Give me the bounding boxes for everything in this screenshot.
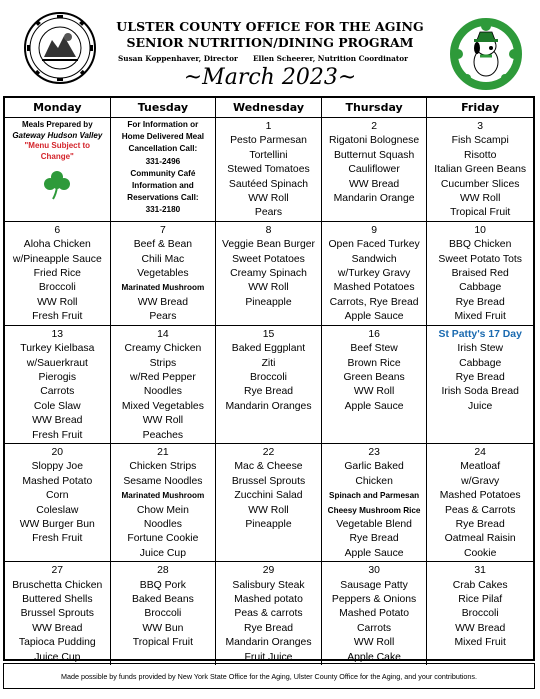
menu-item: Creamy Chicken — [124, 343, 202, 355]
menu-item: Peaches — [142, 429, 184, 441]
menu-item: Mandarin Oranges — [225, 637, 312, 649]
menu-item: Brown Rice — [347, 357, 401, 369]
menu-item: Meatloaf — [460, 461, 501, 473]
day-number: 27 — [51, 565, 64, 577]
menu-item: WW Roll — [459, 193, 501, 205]
menu-item: Pesto Parmesan — [230, 135, 307, 147]
menu-item: WW Roll — [353, 386, 395, 398]
menu-item: Peas & Carrots — [444, 504, 516, 516]
day-cell — [427, 326, 533, 444]
menu-item: Rice Pilaf — [458, 594, 503, 605]
contact-info-cell — [111, 118, 217, 222]
menu-item: Zucchini Salad — [234, 490, 303, 502]
day-number: 15 — [262, 328, 275, 340]
menu-item: Marinated Mushroom — [121, 491, 205, 501]
menu-item: Chicken — [355, 475, 393, 487]
menu-item: Mashed Potatoes — [439, 490, 521, 502]
menu-item: Apple Sauce — [344, 547, 404, 559]
menu-item: Pineapple — [245, 296, 292, 308]
menu-item: Vegetables — [137, 268, 189, 280]
day-cell — [216, 222, 322, 326]
day-number: 23 — [368, 446, 380, 458]
day-cell — [216, 562, 322, 665]
menu-item: WW Bread — [137, 296, 188, 308]
day-cell — [111, 444, 217, 562]
menu-item: Irish Stew — [457, 343, 503, 355]
menu-item: WW Bun — [142, 622, 184, 634]
menu-item: BBQ Chicken — [449, 239, 512, 251]
day-number: 29 — [262, 565, 275, 577]
day-cell — [5, 562, 111, 665]
menu-item: Rye Bread — [243, 386, 294, 398]
menu-item: Rye Bread — [455, 296, 505, 308]
day-number: 8 — [265, 224, 272, 236]
menu-item: Garlic Baked — [344, 461, 404, 473]
menu-item: w/Gravy — [461, 475, 500, 487]
day-number: 24 — [474, 446, 486, 458]
menu-item: Mixed Fruit — [454, 637, 506, 649]
day-number: 9 — [371, 224, 377, 236]
day-cell — [427, 444, 533, 562]
phone-number: 331-2496 — [145, 156, 181, 166]
day-cell — [427, 118, 533, 222]
menu-item: Noodles — [143, 386, 182, 398]
menu-item: Chicken Strips — [129, 461, 197, 473]
menu-item: Carrots — [40, 386, 75, 398]
day-cell — [216, 326, 322, 444]
menu-item: Broccoli — [250, 371, 287, 383]
note-warning: "Menu Subject to — [24, 141, 91, 150]
menu-item: w/Pineapple Sauce — [12, 253, 102, 265]
menu-item: Baked Eggplant — [231, 343, 306, 355]
menu-item: Rye Bread — [455, 518, 505, 530]
day-cell — [322, 222, 428, 326]
day-cell — [427, 562, 533, 665]
day-cell — [322, 118, 428, 222]
menu-item: Pineapple — [245, 518, 292, 530]
menu-item: WW Roll — [248, 282, 289, 294]
menu-item: WW Bread — [348, 178, 400, 190]
day-cell — [322, 326, 428, 444]
menu-item: Strips — [149, 357, 177, 369]
menu-item: Coleslaw — [36, 504, 79, 516]
menu-item: Apple Cake — [347, 651, 401, 663]
day-cell — [111, 222, 217, 326]
menu-item: w/Sauerkraut — [26, 357, 88, 369]
menu-item: Cole Slaw — [33, 400, 81, 412]
day-number: 6 — [54, 224, 61, 236]
menu-item: Sandwich — [351, 253, 397, 265]
menu-item: Peas & carrots — [234, 608, 303, 620]
day-number: 14 — [157, 328, 169, 340]
day-number: 2 — [371, 121, 377, 132]
program-title: SENIOR NUTRITION/DINING PROGRAM — [126, 35, 414, 50]
day-cell — [111, 562, 217, 665]
menu-item: WW Bread — [32, 622, 83, 634]
menu-item: WW Roll — [353, 637, 395, 649]
info-line: Reservations Call: — [127, 193, 199, 203]
note-line: Meals Prepared by — [21, 120, 93, 129]
info-line: Home Delivered Meal — [121, 132, 205, 142]
menu-item: Sautéed Spinach — [228, 178, 309, 190]
menu-item: Brussel Sprouts — [231, 475, 306, 487]
menu-item: WW Roll — [37, 296, 78, 308]
info-line: Information and — [131, 181, 194, 191]
menu-item: Beef & Bean — [133, 239, 193, 251]
menu-item: WW Bread — [32, 415, 83, 427]
menu-item: Sloppy Joe — [31, 461, 83, 473]
director-name: Susan Koppenhaver, Director — [118, 54, 238, 63]
menu-item: Green Beans — [343, 371, 405, 383]
menu-item: Tropical Fruit — [450, 207, 511, 219]
menu-item: Mixed Fruit — [454, 311, 506, 323]
menu-item: Baked Beans — [131, 594, 194, 605]
st-patricks-day-label: St Patty's 17 Day — [438, 328, 522, 340]
menu-item: Fresh Fruit — [32, 311, 83, 323]
menu-item: Risotto — [464, 149, 497, 161]
menu-item: Mandarin Oranges — [225, 400, 312, 412]
menu-item: Cheesy Mushroom Rice — [327, 505, 421, 515]
menu-item: Juice — [468, 400, 493, 412]
month-title: ~March 2023~ — [183, 65, 357, 90]
menu-item: Broccoli — [461, 608, 499, 620]
day-cell — [216, 118, 322, 222]
day-header-wednesday: Wednesday — [216, 98, 322, 118]
menu-item: Pierogis — [38, 371, 77, 383]
funding-footer: Made possible by funds provided by New York State Office for the Aging, Ulster County Office for the Aging, and your contributions. — [3, 663, 535, 689]
day-number: 7 — [160, 224, 166, 236]
menu-item: Corn — [46, 490, 69, 502]
day-cell — [111, 326, 217, 444]
menu-item: Ziti — [261, 357, 276, 369]
menu-item: Buttered Shells — [22, 594, 93, 605]
day-header-thursday: Thursday — [322, 98, 428, 118]
menu-item: Mashed Potato — [339, 608, 410, 620]
menu-item: BBQ Pork — [139, 579, 186, 591]
menu-item: Peppers & Onions — [331, 594, 417, 605]
menu-item: Veggie Bean Burger — [221, 239, 315, 251]
menu-item: Tortellini — [249, 149, 288, 161]
menu-item: Juice Cup — [34, 651, 81, 663]
day-header-friday: Friday — [427, 98, 533, 118]
menu-item: Bruschetta Chicken — [12, 579, 103, 591]
day-number: 16 — [368, 328, 380, 340]
shamrock-snoopy-logo-icon — [447, 18, 525, 90]
menu-item: Carrots — [357, 622, 392, 634]
menu-item: WW Roll — [248, 504, 289, 516]
day-number: 10 — [474, 224, 486, 236]
menu-item: Broccoli — [38, 282, 76, 294]
menu-item: Cabbage — [459, 282, 502, 294]
menu-item: Beef Stew — [350, 343, 398, 355]
menu-item: Fresh Fruit — [32, 429, 83, 441]
menu-item: Sweet Potato Tots — [438, 253, 522, 265]
day-number: 31 — [474, 565, 486, 577]
menu-item: Braised Red — [451, 268, 509, 280]
note-warning: Change" — [40, 151, 74, 161]
menu-item: Creamy Spinach — [230, 268, 307, 280]
menu-item: Fortune Cookie — [127, 533, 199, 545]
day-number: 28 — [157, 565, 169, 577]
menu-item: Chow Mein — [136, 504, 189, 516]
menu-item: Rye Bread — [349, 533, 399, 545]
county-seal-icon — [24, 12, 96, 84]
menu-item: WW Roll — [142, 415, 184, 427]
day-header-monday: Monday — [5, 98, 111, 118]
menu-item: Cookie — [464, 547, 497, 559]
menu-item: Fresh Fruit — [32, 533, 83, 545]
day-number: 20 — [51, 446, 64, 458]
menu-item: Oatmeal Raisin — [444, 533, 516, 545]
day-cell — [427, 222, 533, 326]
menu-item: Irish Soda Bread — [441, 386, 519, 398]
menu-item: Chili Mac — [141, 253, 185, 265]
menu-item: Brussel Sprouts — [20, 608, 94, 620]
day-cell — [5, 222, 111, 326]
menu-item: WW Burger Bun — [19, 518, 95, 530]
info-line: Community Café — [130, 168, 196, 178]
menu-item: Cucumber Slices — [440, 178, 520, 190]
menu-item: w/Turkey Gravy — [337, 268, 411, 280]
menu-item: Pears — [254, 207, 283, 219]
menu-item: Stewed Tomatoes — [227, 164, 310, 176]
menu-item: Noodles — [143, 518, 182, 530]
menu-item: Rye Bread — [243, 622, 294, 634]
day-cell — [216, 444, 322, 562]
menu-item: Mashed Potato — [22, 475, 93, 487]
day-number: 21 — [157, 446, 169, 458]
menu-item: Italian Green Beans — [434, 164, 527, 176]
day-cell — [322, 444, 428, 562]
menu-item: Broccoli — [144, 608, 182, 620]
coordinator-name: Ellen Scheerer, Nutrition Coordinator — [253, 54, 408, 63]
menu-item: Rye Bread — [455, 371, 505, 383]
day-number: 3 — [477, 121, 484, 132]
menu-item: Aloha Chicken — [23, 239, 91, 251]
page-header — [0, 0, 540, 95]
menu-item: Mac & Cheese — [234, 461, 303, 473]
menu-item: Carrots, Rye Bread — [329, 296, 419, 308]
shamrock-icon — [43, 170, 71, 200]
day-number: 1 — [265, 121, 272, 132]
day-number: 13 — [51, 328, 64, 340]
menu-item: Butternut Squash — [333, 149, 415, 161]
menu-item: Tapioca Pudding — [18, 637, 96, 649]
menu-item: Tropical Fruit — [132, 637, 194, 649]
menu-item: Apple Sauce — [344, 400, 404, 412]
menu-item: Fish Scampi — [451, 135, 509, 147]
day-number: 22 — [262, 446, 275, 458]
menu-item: Turkey Kielbasa — [20, 343, 95, 355]
menu-item: Pears — [149, 311, 177, 323]
menu-item: Mashed potato — [234, 594, 303, 605]
menu-item: Fruit Juice — [244, 651, 293, 663]
menu-item: Mixed Vegetables — [121, 400, 204, 412]
menu-item: Fried Rice — [33, 268, 81, 280]
menu-item: Marinated Mushroom — [121, 283, 205, 293]
menu-item: WW Roll — [248, 193, 289, 205]
menu-item: Apple Sauce — [344, 311, 404, 323]
day-cell — [5, 444, 111, 562]
menu-item: Crab Cakes — [452, 579, 508, 591]
menu-calendar — [3, 96, 535, 661]
menu-item: Salisbury Steak — [232, 579, 305, 591]
menu-item: Vegetable Blend — [336, 518, 412, 530]
menu-item: Cauliflower — [348, 164, 400, 176]
menu-item: w/Red Pepper — [129, 371, 196, 383]
menu-item: Sausage Patty — [340, 579, 408, 591]
menu-item: Sweet Potatoes — [232, 253, 305, 265]
menu-item: Juice Cup — [139, 547, 186, 559]
menu-item: Sesame Noodles — [123, 475, 203, 487]
menu-item: Mashed Potatoes — [333, 282, 415, 294]
menu-item: Mandarin Orange — [333, 193, 415, 205]
menu-item: Spinach and Parmesan — [329, 491, 420, 501]
day-cell — [5, 326, 111, 444]
menu-item: Open Faced Turkey — [328, 239, 420, 251]
info-line: For Information or — [127, 120, 199, 129]
menu-item: Rigatoni Bolognese — [329, 135, 420, 147]
note-line: Gateway Hudson Valley — [12, 130, 103, 140]
org-title: ULSTER COUNTY OFFICE FOR THE AGING — [116, 19, 424, 34]
menu-item: Cabbage — [459, 357, 502, 369]
phone-number: 331-2180 — [145, 205, 181, 215]
day-cell — [322, 562, 428, 665]
info-line: Cancellation Call: — [128, 144, 198, 154]
menu-item: WW Bread — [455, 622, 506, 634]
day-number: 30 — [368, 565, 380, 577]
day-header-tuesday: Tuesday — [111, 98, 217, 118]
menu-note-cell — [5, 118, 111, 222]
